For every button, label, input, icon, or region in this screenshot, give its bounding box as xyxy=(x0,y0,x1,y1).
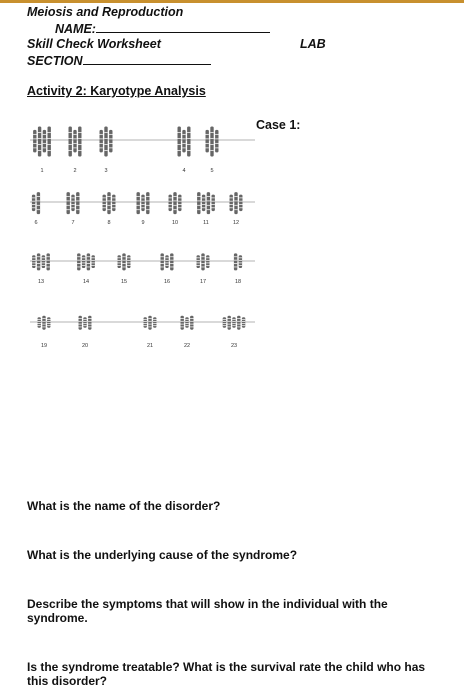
chromosome-group xyxy=(79,316,92,330)
chromosome-group xyxy=(69,127,82,157)
chromosome xyxy=(181,316,184,330)
chromosome xyxy=(122,253,125,270)
chromosome-group xyxy=(100,127,113,157)
chromosome xyxy=(100,130,103,153)
chromosome xyxy=(212,195,215,212)
chromosome xyxy=(202,195,205,212)
chromosome-group xyxy=(234,253,242,270)
chromosome xyxy=(237,316,240,330)
chromosome xyxy=(67,192,70,214)
chromosome xyxy=(43,130,46,153)
chromosome xyxy=(137,192,140,214)
chromosome-number: 8 xyxy=(107,220,111,226)
chromosome xyxy=(187,127,190,157)
chromosome xyxy=(206,130,209,153)
chromosome xyxy=(42,316,45,330)
chromosome-group xyxy=(181,316,194,330)
chromosome-number: 9 xyxy=(141,220,145,226)
chromosome-group xyxy=(206,127,219,157)
chromosome-number: 16 xyxy=(163,279,171,285)
chromosome xyxy=(112,195,115,212)
question-1: What is the name of the disorder? xyxy=(27,499,221,513)
name-line xyxy=(55,21,270,37)
chromosome-group xyxy=(144,316,157,330)
chromosome xyxy=(38,127,41,157)
chromosome xyxy=(223,317,226,328)
chromosome xyxy=(169,195,172,212)
name-label: NAME: xyxy=(55,22,96,36)
chromosome xyxy=(207,192,210,214)
chromosome-group xyxy=(230,192,243,214)
chromosome-number: 15 xyxy=(120,279,128,285)
chromosome-group xyxy=(197,192,215,214)
chromosome xyxy=(47,317,50,328)
chromosome-group xyxy=(137,192,150,214)
chromosome-group xyxy=(32,192,40,214)
question-2: What is the underlying cause of the syndrome? xyxy=(27,548,298,562)
question-4: Is the syndrome treatable? What is the survival rate the child who has this disorder? xyxy=(27,660,426,688)
chromosome xyxy=(148,316,151,330)
chromosome xyxy=(33,130,36,153)
chromosome xyxy=(104,127,107,157)
chromosome xyxy=(141,195,144,212)
chromosome-group xyxy=(169,192,182,214)
chromosome xyxy=(234,253,237,270)
chromosome xyxy=(79,316,82,330)
chromosome xyxy=(173,192,176,214)
worksheet-title: Meiosis and Reproduction xyxy=(27,5,184,19)
chromosome xyxy=(146,192,149,214)
chromosome xyxy=(83,317,86,328)
chromosome xyxy=(42,255,45,268)
chromosome-number: 17 xyxy=(199,279,207,285)
chromosome xyxy=(127,255,130,268)
chromosome xyxy=(71,195,74,212)
chromosome xyxy=(109,130,112,153)
chromosome xyxy=(197,255,200,268)
chromosome xyxy=(197,192,200,214)
chromosome xyxy=(206,255,209,268)
section-line xyxy=(27,53,211,69)
chromosome-number: 7 xyxy=(71,220,75,226)
worksheet-subtitle: Skill Check Worksheet xyxy=(27,37,161,51)
chromosome-group xyxy=(197,253,210,270)
chromosome xyxy=(232,317,235,328)
chromosome xyxy=(210,127,213,157)
chromosome xyxy=(118,255,121,268)
chromosome-number: 5 xyxy=(210,168,214,174)
chromosome xyxy=(47,253,50,270)
chromosome-group xyxy=(118,253,131,270)
top-accent-bar xyxy=(0,0,464,3)
chromosome-group xyxy=(67,192,80,214)
chromosome-number: 21 xyxy=(146,343,154,349)
chromosome-group xyxy=(103,192,116,214)
activity-title: Activity 2: Karyotype Analysis xyxy=(27,84,206,98)
chromosome xyxy=(103,195,106,212)
chromosome xyxy=(37,192,40,214)
chromosome-number: 6 xyxy=(34,220,38,226)
chromosome xyxy=(215,130,218,153)
chromosome-number: 4 xyxy=(182,168,186,174)
karyotype-image xyxy=(30,118,255,353)
chromosome-group xyxy=(32,253,50,270)
chromosome-number: 13 xyxy=(37,279,45,285)
chromosome xyxy=(185,317,188,328)
chromosome xyxy=(178,195,181,212)
chromosome xyxy=(32,255,35,268)
chromosome xyxy=(230,195,233,212)
chromosome-group xyxy=(38,316,51,330)
chromosome xyxy=(78,127,81,157)
chromosome-number: 3 xyxy=(104,168,108,174)
chromosome-number: 18 xyxy=(234,279,242,285)
chromosome xyxy=(107,192,110,214)
chromosome xyxy=(87,253,90,270)
chromosome xyxy=(239,255,242,268)
chromosome-group xyxy=(33,127,51,157)
chromosome xyxy=(82,255,85,268)
chromosome-number: 1 xyxy=(40,168,44,174)
chromosome xyxy=(37,253,40,270)
chromosome xyxy=(69,127,72,157)
chromosome-group xyxy=(77,253,95,270)
chromosome-number: 19 xyxy=(40,343,48,349)
chromosome-number: 20 xyxy=(81,343,89,349)
chromosome xyxy=(92,255,95,268)
chromosome xyxy=(161,253,164,270)
chromosome-number: 22 xyxy=(183,343,191,349)
name-field[interactable] xyxy=(96,21,270,33)
chromosome xyxy=(178,127,181,157)
chromosome xyxy=(239,195,242,212)
section-field[interactable] xyxy=(83,53,211,65)
chromosome-number: 2 xyxy=(73,168,77,174)
chromosome xyxy=(32,195,35,212)
chromosome-group xyxy=(223,316,246,330)
chromosome-number: 14 xyxy=(82,279,90,285)
chromosome xyxy=(170,253,173,270)
chromosome xyxy=(153,317,156,328)
chromosome-group xyxy=(178,127,191,157)
chromosome xyxy=(228,316,231,330)
chromosome xyxy=(38,317,41,328)
chromosome-number: 23 xyxy=(230,343,238,349)
chromosome xyxy=(190,316,193,330)
chromosome xyxy=(165,255,168,268)
case-label: Case 1: xyxy=(256,118,301,132)
chromosome xyxy=(242,317,245,328)
chromosome xyxy=(182,130,185,153)
chromosome xyxy=(201,253,204,270)
lab-label: LAB xyxy=(300,37,326,51)
chromosome xyxy=(144,317,147,328)
chromosome xyxy=(234,192,237,214)
chromosome xyxy=(77,253,80,270)
section-label: SECTION xyxy=(27,54,83,68)
question-3: Describe the symptoms that will show in the individual with the syndrome. xyxy=(27,597,388,625)
chromosome xyxy=(76,192,79,214)
chromosome xyxy=(88,316,91,330)
chromosome xyxy=(73,130,76,153)
chromosome-number: 10 xyxy=(171,220,179,226)
chromosome-number: 12 xyxy=(232,220,240,226)
chromosome-group xyxy=(161,253,174,270)
chromosome xyxy=(48,127,51,157)
chromosome-number: 11 xyxy=(203,220,209,226)
